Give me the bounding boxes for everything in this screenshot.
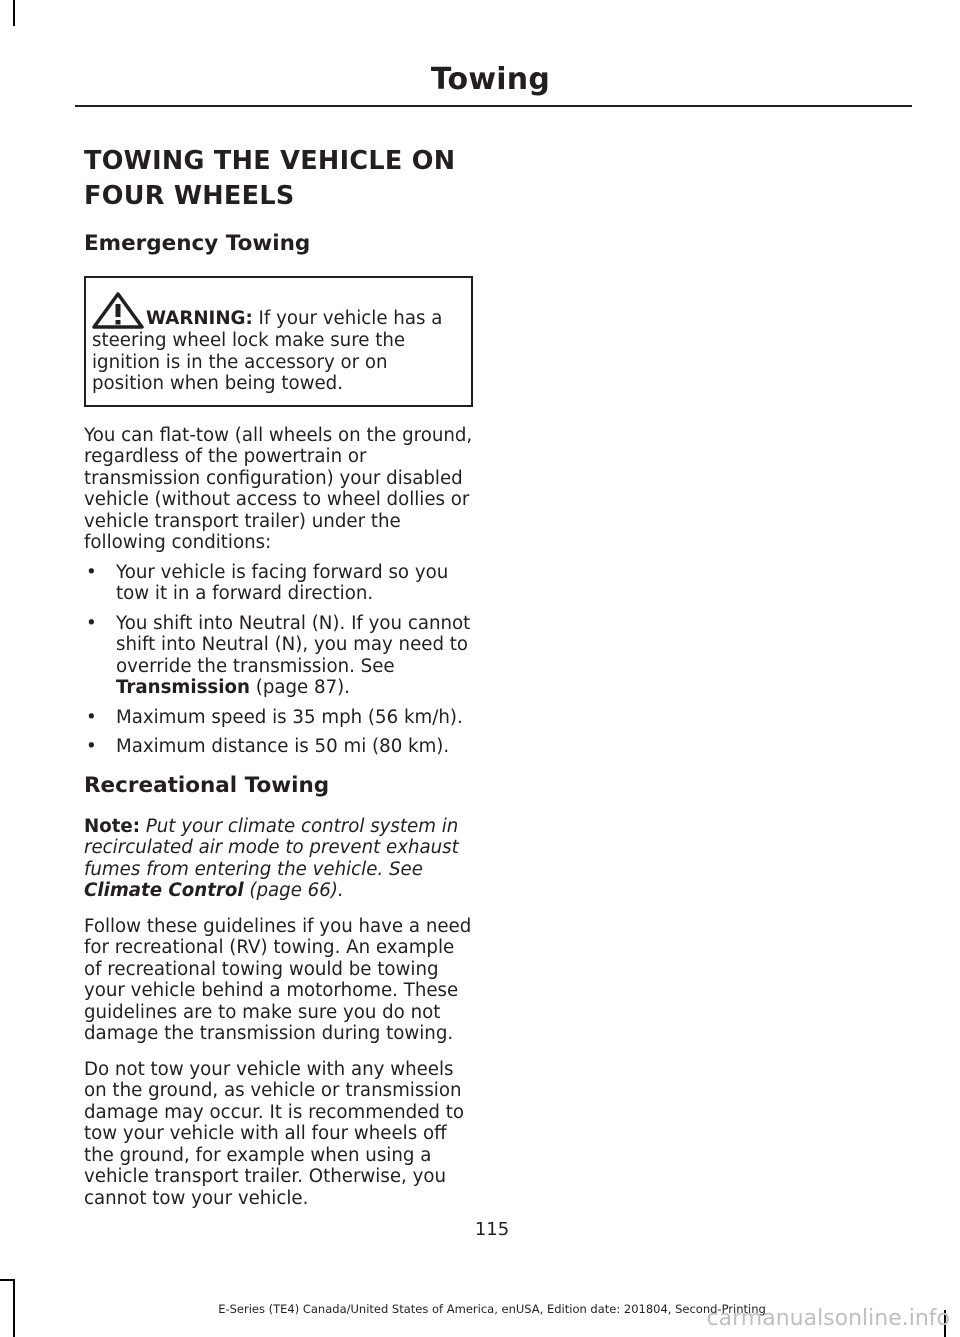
section-title-line2: FOUR WHEELS [84,181,295,211]
climate-control-page-ref: (page 66). [243,880,344,901]
condition-max-speed: Maximum speed is 35 mph (56 km/h). [116,706,463,728]
condition-forward: Your vehicle is facing forward so you tow it in a forward direction. [116,561,449,604]
recreational-note [84,816,476,902]
bullet-mark: • [86,561,97,583]
warning-text: steering wheel lock make sure the ignition is in the accessory or on position when being towed. [92,330,406,394]
list-item [84,707,476,729]
note-text: Put your climate control system in recirculated air mode to prevent exhaust fumes from entering the vehicle. See [84,815,459,880]
warning-label: WARNING: [146,308,253,329]
rv-guidelines-paragraph: Follow these guidelines if you have a need for recreational (RV) towing. An example of recreational towing would be towing your vehicle behind a motorhome. These guidelines are to make sure you do not damage the transmission during towing. [84,915,472,1044]
note-label: Note: [84,815,141,837]
list-item [84,613,476,699]
condition-neutral: You shift into Neutral (N). If you cannot shift into Neutral (N), you may need to override the transmission. See [116,612,471,677]
crop-mark-top-left-v [13,0,15,26]
warning-first-line [92,286,465,330]
bullet-mark: • [86,706,97,728]
warning-line1: If your vehicle has a [252,308,443,329]
list-item [84,562,476,605]
page-number: 115 [474,1219,510,1240]
bullet-mark: • [86,612,97,634]
page-header-title: Towing [430,62,550,97]
section-title [84,144,476,214]
crop-mark-bottom-left-h [0,1279,15,1281]
warning-box [84,276,473,407]
condition-max-distance: Maximum distance is 50 mi (80 km). [116,736,450,757]
watermark: carmanualsonline.info [706,1306,950,1331]
do-not-tow-paragraph: Do not tow your vehicle with any wheels on the ground, as vehicle or transmission damage may occur. It is recommended to tow your vehicle with all four wheels off the ground, for example when using a vehicle transport trailer. Otherwise, you cannot tow your vehicle. [84,1058,464,1209]
flat-tow-intro: You can flat-tow (all wheels on the ground, regardless of the powertrain or transmission configuration) your disabled vehicle (without access to wheel dollies or vehicle transport trailer) under the following conditions: [84,424,473,553]
transmission-link[interactable]: Transmission [116,677,250,698]
edition-footer: E-Series (TE4) Canada/United States of America, enUSA, Edition date: 201804, Second-Printing [218,1302,766,1316]
warning-triangle-icon [92,292,144,330]
header-rule [75,105,912,107]
section-title-line1: TOWING THE VEHICLE ON [84,146,456,176]
recreational-towing-heading: Recreational Towing [84,772,330,798]
main-column [84,144,476,1209]
emergency-towing-heading: Emergency Towing [84,231,311,256]
climate-control-link[interactable]: Climate Control [84,880,244,901]
transmission-page-ref: (page 87). [249,677,351,698]
conditions-list [84,562,476,758]
list-item [84,736,476,758]
bullet-mark: • [86,736,97,757]
